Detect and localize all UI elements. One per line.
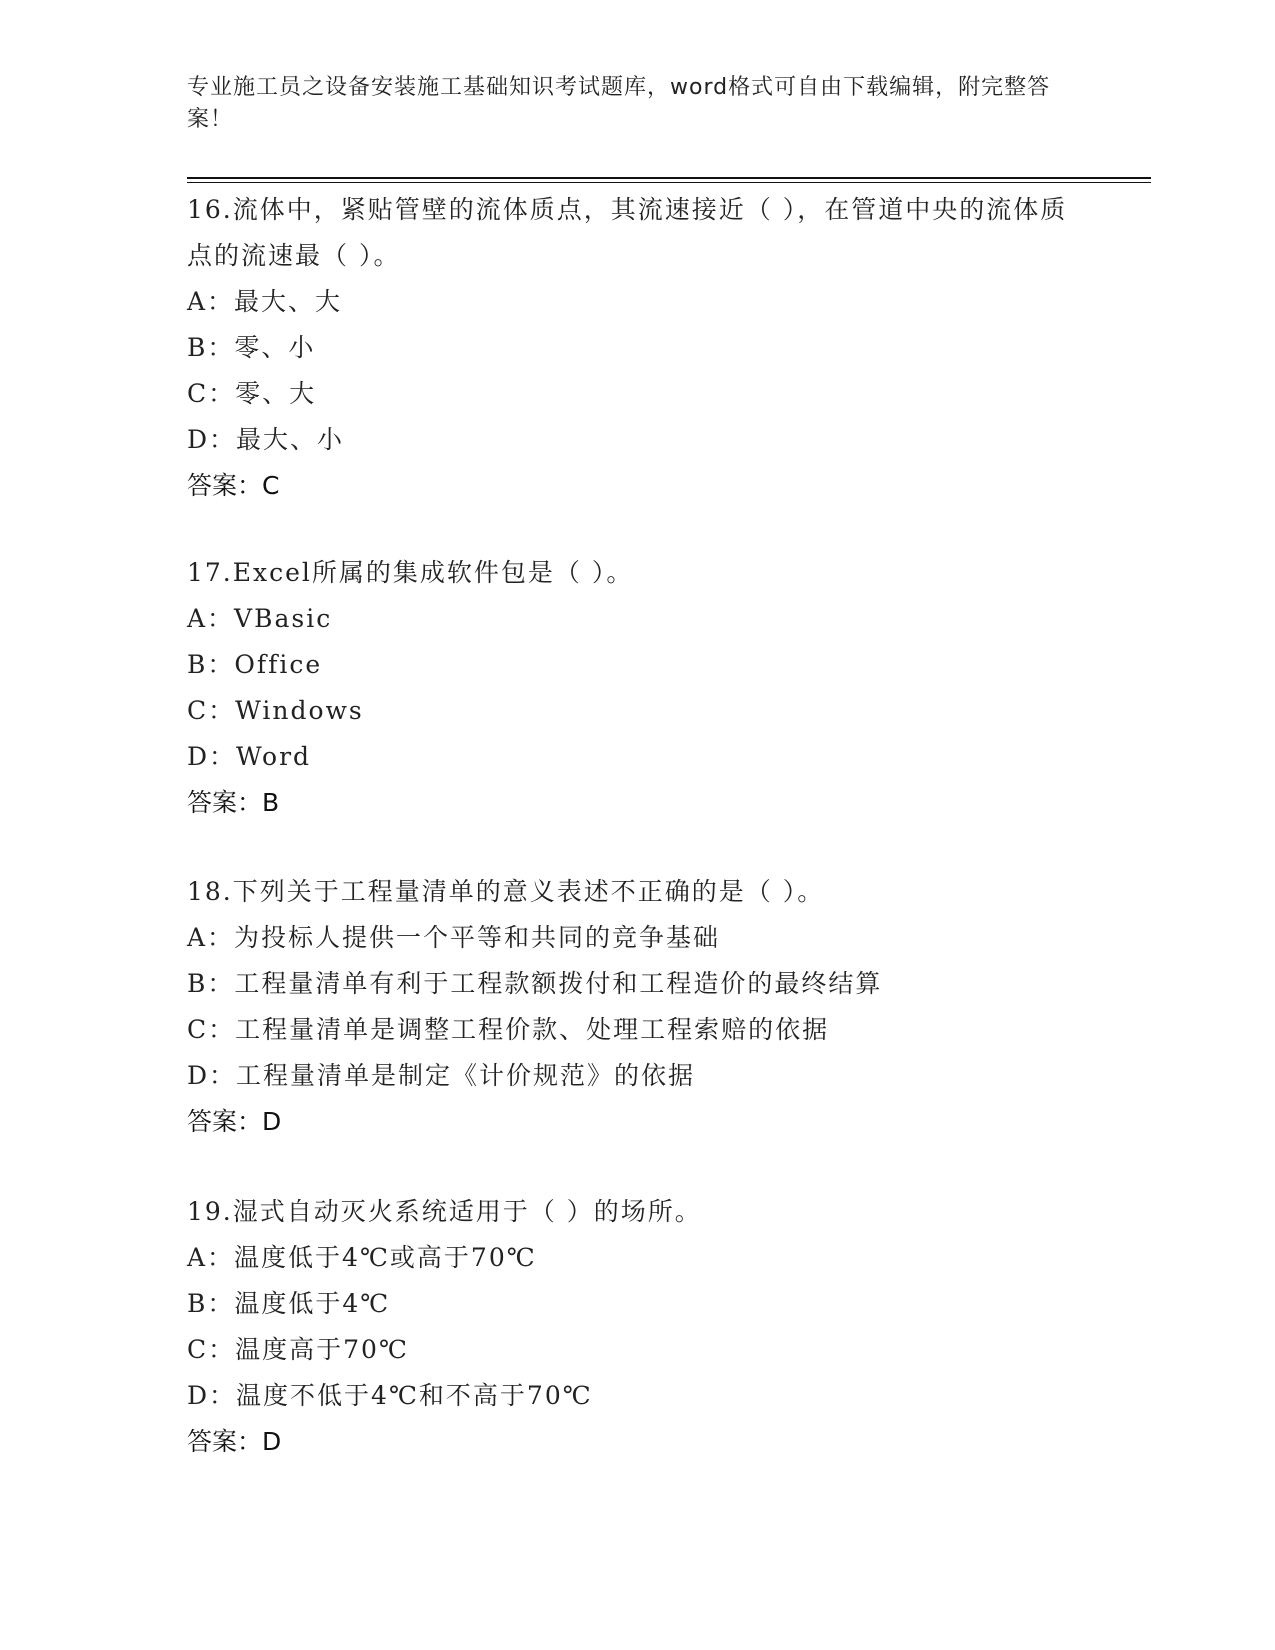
option-b: B：零、小 bbox=[187, 333, 316, 362]
answer: 答案：D bbox=[187, 1427, 282, 1456]
question-stem: 18.下列关于工程量清单的意义表述不正确的是（ ）。 bbox=[187, 877, 825, 906]
option-a: A：温度低于4℃或高于70℃ bbox=[187, 1243, 537, 1272]
option-d: D：Word bbox=[187, 742, 312, 771]
option-b: B：工程量清单有利于工程款额拨付和工程造价的最终结算 bbox=[187, 969, 883, 998]
question-19 bbox=[187, 1189, 1087, 1465]
question-stem: 17.Excel所属的集成软件包是（ ）。 bbox=[187, 558, 634, 587]
answer: 答案：C bbox=[187, 471, 280, 500]
option-c: C：Windows bbox=[187, 696, 364, 725]
header-divider-thin bbox=[187, 182, 1151, 183]
option-a: A：最大、大 bbox=[187, 287, 343, 316]
option-d: D：温度不低于4℃和不高于70℃ bbox=[187, 1381, 593, 1410]
header-divider-thick bbox=[187, 177, 1151, 179]
option-b: B：Office bbox=[187, 650, 323, 679]
option-c: C：温度高于70℃ bbox=[187, 1335, 409, 1364]
answer: 答案：D bbox=[187, 1107, 282, 1136]
question-18 bbox=[187, 869, 1087, 1145]
option-b: B：温度低于4℃ bbox=[187, 1289, 391, 1318]
option-a: A：VBasic bbox=[187, 604, 333, 633]
option-d: D：最大、小 bbox=[187, 425, 345, 454]
question-stem: 19.湿式自动灭火系统适用于（ ）的场所。 bbox=[187, 1197, 702, 1226]
option-c: C：零、大 bbox=[187, 379, 317, 408]
question-17 bbox=[187, 550, 1087, 826]
question-16 bbox=[187, 187, 1087, 509]
answer: 答案：B bbox=[187, 788, 280, 817]
question-stem: 16.流体中，紧贴管壁的流体质点，其流速接近（ ），在管道中央的流体质点的流速最（ ）。 bbox=[187, 195, 1068, 270]
document-header: 专业施工员之设备安装施工基础知识考试题库，word格式可自由下载编辑，附完整答案！ bbox=[187, 75, 1051, 132]
option-c: C：工程量清单是调整工程价款、处理工程索赔的依据 bbox=[187, 1015, 830, 1044]
option-a: A：为投标人提供一个平等和共同的竞争基础 bbox=[187, 923, 721, 952]
option-d: D：工程量清单是制定《计价规范》的依据 bbox=[187, 1061, 696, 1090]
